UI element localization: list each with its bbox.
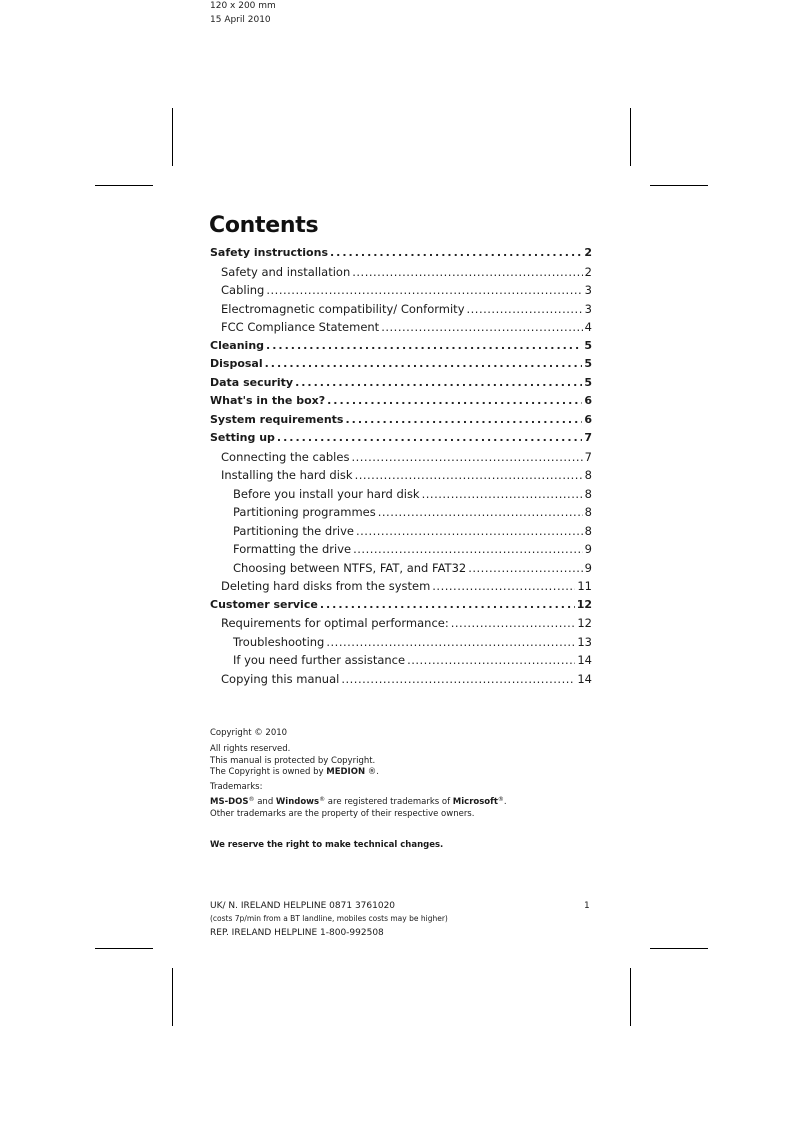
toc-entry-title: Setting up	[210, 431, 275, 444]
crop-mark-bottom-right-horizontal	[650, 948, 708, 949]
toc-entry[interactable]	[210, 635, 592, 654]
toc-entry-page: 14	[577, 653, 592, 667]
toc-entry[interactable]	[210, 653, 592, 672]
toc-entry[interactable]	[210, 450, 592, 469]
toc-leader-dots	[320, 598, 575, 611]
ireland-helpline: REP. IRELAND HELPLINE 1-800-992508	[210, 928, 384, 938]
toc-leader-dots	[378, 505, 583, 519]
toc-entry-title: Cabling	[221, 283, 265, 297]
toc-entry-title: Cleaning	[210, 338, 265, 352]
toc-leader-dots	[355, 468, 583, 482]
toc-entry-title: Safety and installation	[221, 264, 351, 279]
crop-mark-bottom-left-vertical	[172, 968, 173, 1026]
toc-leader-dots	[432, 579, 575, 593]
toc-leader-dots	[277, 431, 582, 444]
toc-entry[interactable]	[210, 394, 592, 413]
toc-entry[interactable]	[210, 431, 592, 450]
toc-entry-title: What's in the box?	[210, 394, 326, 407]
toc-entry[interactable]	[210, 542, 592, 561]
crop-mark-top-left-horizontal	[95, 185, 153, 186]
toc-entry-page: 5	[584, 357, 592, 370]
toc-leader-dots	[266, 339, 582, 352]
toc-leader-dots	[467, 302, 583, 316]
toc-leader-dots	[327, 394, 582, 407]
toc-leader-dots	[330, 246, 582, 259]
toc-leader-dots	[341, 672, 575, 686]
toc-entry-title: If you need further assistance	[233, 653, 406, 667]
toc-entry[interactable]	[210, 468, 592, 487]
copyright-line: Copyright © 2010	[210, 728, 288, 738]
toc-leader-dots	[326, 635, 575, 649]
toc-entry-title: Safety instructions	[210, 246, 328, 259]
toc-entry-title: Requirements for optimal performance:	[221, 616, 449, 630]
toc-entry[interactable]	[210, 524, 592, 543]
toc-entry-page: 12	[576, 597, 592, 611]
toc-entry[interactable]	[210, 339, 592, 358]
crop-mark-bottom-right-vertical	[630, 968, 631, 1026]
crop-mark-top-left-vertical	[172, 108, 173, 166]
trademark-statement: MS-DOS® and Windows® are registered trademarks of Microsoft®.	[210, 796, 507, 807]
toc-entry[interactable]	[210, 579, 592, 598]
toc-entry[interactable]	[210, 598, 592, 617]
trademarks-label: Trademarks:	[210, 782, 263, 792]
toc-entry-page: 7	[584, 449, 592, 464]
copyright-rights-block	[210, 744, 379, 779]
toc-entry[interactable]	[210, 616, 592, 635]
toc-entry-title: FCC Compliance Statement	[221, 320, 380, 334]
crop-mark-top-right-vertical	[630, 108, 631, 166]
toc-entry[interactable]	[210, 487, 592, 506]
toc-leader-dots	[468, 561, 582, 575]
toc-entry-page: 8	[584, 523, 592, 538]
toc-entry-title: Data security	[210, 375, 294, 389]
other-trademarks: Other trademarks are the property of their respective owners.	[210, 808, 475, 819]
toc-entry[interactable]	[210, 413, 592, 432]
helpline-costs-note: (costs 7p/min from a BT landline, mobiles costs may be higher)	[210, 914, 448, 923]
toc-entry-title: Disposal	[210, 357, 263, 370]
toc-entry-title: Installing the hard disk	[221, 468, 353, 482]
toc-entry-title: Deleting hard disks from the system	[221, 579, 431, 593]
toc-entry-page: 6	[584, 412, 592, 426]
toc-entry[interactable]	[210, 505, 592, 524]
toc-entry-title: Formatting the drive	[233, 542, 352, 556]
toc-entry-title: Electromagnetic compatibility/ Conformity	[221, 301, 465, 316]
toc-entry-page: 14	[577, 671, 592, 686]
table-of-contents	[210, 246, 592, 690]
toc-entry[interactable]	[210, 561, 592, 580]
toc-entry-title: System requirements	[210, 412, 344, 426]
toc-leader-dots	[381, 320, 582, 334]
toc-entry-page: 8	[584, 505, 592, 519]
toc-entry-title: Customer service	[210, 597, 318, 611]
toc-leader-dots	[266, 283, 582, 297]
protected-statement: This manual is protected by Copyright.	[210, 755, 376, 766]
toc-entry-page: 11	[577, 579, 592, 593]
toc-leader-dots	[422, 487, 583, 501]
crop-mark-bottom-left-horizontal	[95, 948, 153, 949]
trademarks-block	[210, 797, 507, 820]
toc-leader-dots	[351, 450, 582, 464]
toc-entry-title: Choosing between NTFS, FAT, and FAT32	[233, 560, 467, 575]
toc-entry-page: 7	[584, 431, 592, 444]
toc-entry[interactable]	[210, 376, 592, 395]
toc-entry[interactable]	[210, 302, 592, 321]
toc-entry[interactable]	[210, 357, 592, 376]
toc-entry-page: 4	[584, 320, 592, 334]
toc-entry-title: Partitioning the drive	[233, 523, 354, 538]
toc-entry-page: 8	[584, 486, 592, 501]
toc-entry-page: 8	[584, 468, 592, 482]
toc-entry[interactable]	[210, 246, 592, 265]
rights-reserved: All rights reserved.	[210, 744, 291, 754]
toc-entry-page: 9	[584, 560, 592, 575]
toc-leader-dots	[353, 542, 583, 556]
toc-entry[interactable]	[210, 672, 592, 691]
toc-leader-dots	[356, 524, 583, 538]
toc-entry[interactable]	[210, 265, 592, 284]
toc-entry-page: 13	[577, 634, 592, 649]
toc-entry-title: Before you install your hard disk	[233, 486, 420, 501]
toc-entry-page: 2	[584, 246, 592, 259]
toc-entry-title: Copying this manual	[221, 671, 340, 686]
page-title: Contents	[209, 213, 319, 238]
toc-entry-title: Connecting the cables	[221, 449, 350, 464]
toc-entry-page: 3	[584, 301, 592, 316]
paper-size: 120 x 200 mm	[210, 1, 276, 11]
toc-leader-dots	[352, 265, 582, 279]
print-date: 15 April 2010	[210, 15, 271, 25]
toc-entry-page: 3	[584, 283, 592, 297]
toc-leader-dots	[295, 376, 582, 389]
toc-leader-dots	[451, 616, 576, 630]
uk-helpline: UK/ N. IRELAND HELPLINE 0871 3761020	[210, 901, 396, 911]
technical-changes-notice: We reserve the right to make technical changes.	[210, 840, 444, 850]
page-number: 1	[584, 901, 590, 911]
toc-entry-title: Partitioning programmes	[233, 505, 376, 519]
toc-leader-dots	[265, 357, 583, 370]
toc-entry[interactable]	[210, 320, 592, 339]
toc-entry-page: 9	[584, 542, 592, 556]
owner-name: MEDION	[326, 767, 366, 777]
toc-leader-dots	[345, 413, 582, 426]
toc-entry-title: Troubleshooting	[233, 634, 325, 649]
toc-entry-page: 6	[584, 394, 592, 407]
owner-statement: The Copyright is owned by MEDION ®.	[210, 767, 379, 777]
toc-entry-page: 2	[584, 264, 592, 279]
toc-entry[interactable]	[210, 283, 592, 302]
toc-entry-page: 5	[584, 375, 592, 389]
toc-leader-dots	[407, 653, 575, 667]
toc-entry-page: 12	[577, 616, 592, 630]
toc-entry-page: 5	[584, 338, 592, 352]
crop-mark-top-right-horizontal	[650, 185, 708, 186]
